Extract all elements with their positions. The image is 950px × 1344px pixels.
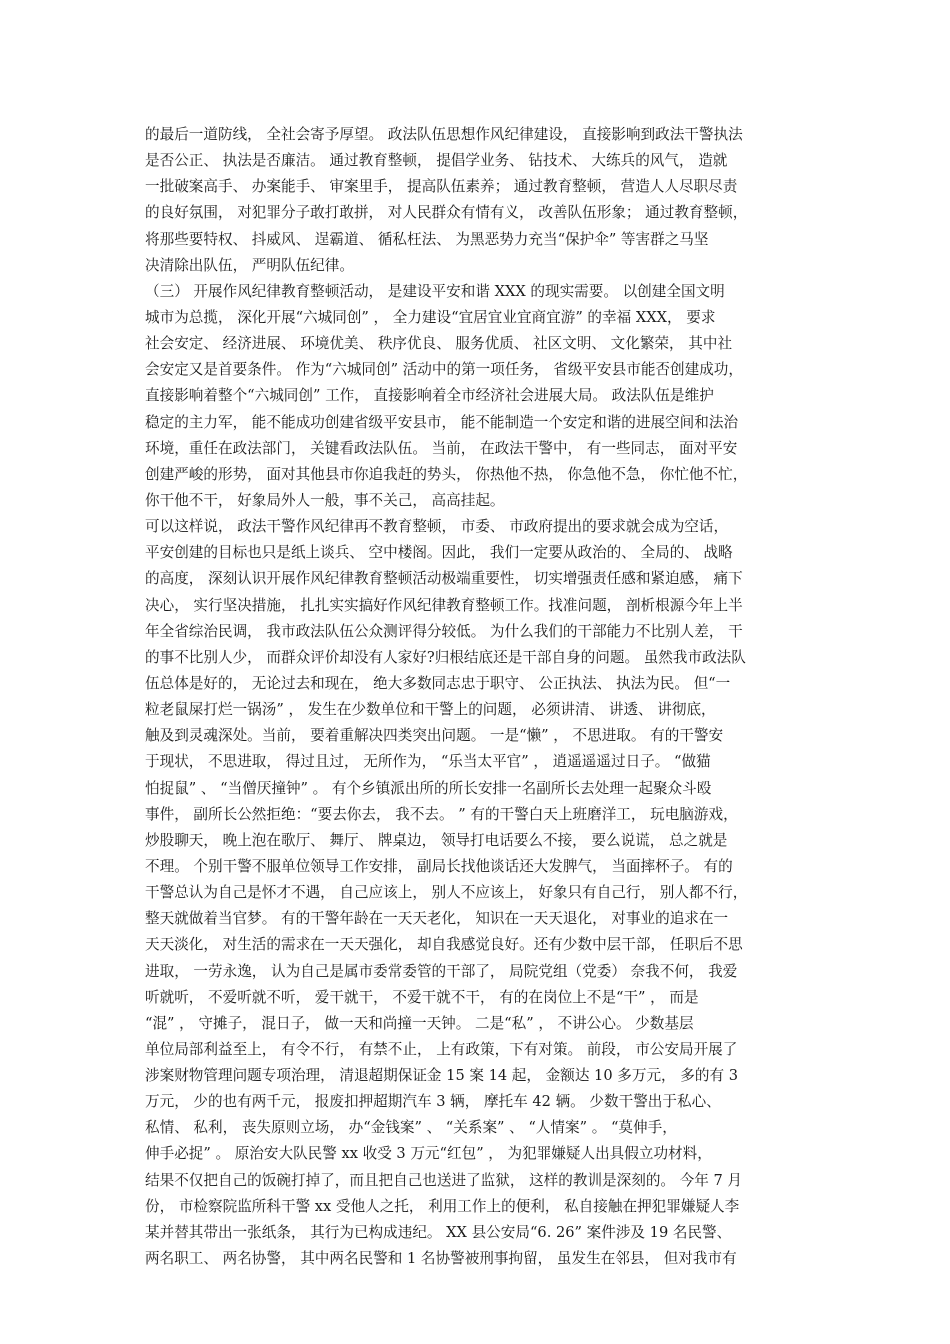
text-line: 干警总认为自己是怀才不遇， 自己应该上， 别人不应该上， 好象只有自己行， 别人都不行，: [145, 884, 748, 902]
text-line: 决清除出队伍， 严明队伍纪律。: [145, 256, 354, 274]
text-line: 天天淡化， 对生活的需求在一天天强化， 却自我感觉良好。还有少数中层干部， 任职后不思: [145, 936, 743, 954]
text-line: 某并替其带出一张纸条， 其行为已构成违纪。 XX 县公安局“6. 26” 案件涉及 19 名民警、: [145, 1223, 732, 1241]
text-line: 稳定的主力军， 能不能成功创建省级平安县市， 能不能制造一个安定和谐的进展空间和法治: [145, 413, 739, 431]
text-line: 你干他不干， 好象局外人一般，事不关己， 高高挂起。: [145, 491, 505, 509]
text-line: 整天就做着当官梦。 有的干警年龄在一天天老化， 知识在一天天退化， 对事业的追求在一: [145, 910, 729, 928]
text-line: 份， 市检察院监所科干警 xx 受他人之托， 利用工作上的便利， 私自接触在押犯罪嫌疑人李: [145, 1197, 740, 1215]
text-line: 触及到灵魂深处。当前， 要着重解决四类突出问题。 一是“懒” ， 不思进取。 有的干警安: [145, 727, 724, 745]
text-line: 粒老鼠屎打烂一锅汤” ， 发生在少数单位和干警上的问题， 必须讲清、 讲透、 讲彻底，: [145, 701, 716, 719]
text-line: 伸手必捉” 。 原治安大队民警 xx 收受 3 万元“红包” ， 为犯罪嫌疑人出具假立功材料，: [145, 1145, 712, 1163]
text-line: 可以这样说， 政法干警作风纪律再不教育整顿， 市委、 市政府提出的要求就会成为空话，: [145, 518, 729, 536]
text-line: 的最后一道防线， 全社会寄予厚望。 政法队伍思想作风纪律建设， 直接影响到政法干警执法: [145, 126, 743, 143]
text-line: 结果不仅把自己的饭碗打掉了，而且把自己也送进了监狱， 这样的教训是深刻的。 今年 7 月: [145, 1171, 743, 1189]
text-line: 炒股聊天， 晚上泡在歌厅、 舞厅、 牌桌边， 领导打电话要么不接， 要么说谎， 总之就是: [145, 831, 728, 849]
text-line: 于现状， 不思进取， 得过且过， 无所作为， “乐当太平官” ， 逍遥遥遥过日子。 “做猫: [145, 753, 711, 771]
text-line: 一批破案高手、 办案能手、 审案里手， 提高队伍素养； 通过教育整顿， 营造人人尽职尽责: [145, 178, 738, 196]
text-line: 年全省综治民调， 我市政法队伍公众测评得分较低。 为什么我们的干部能力不比别人差， 干: [145, 622, 743, 640]
text-line: 的事不比别人少， 而群众评价却没有人家好?归根结底还是干部自身的问题。 虽然我市政法队: [145, 648, 746, 666]
body-text: [145, 122, 815, 1272]
text-line: 不理。 个别干警不服单位领导工作安排， 副局长找他谈话还大发脾气， 当面摔杯子。 有的: [145, 857, 733, 875]
text-line: 创建严峻的形势， 面对其他县市你追我赶的势头， 你热他不热， 你急他不急， 你忙他不忙，: [145, 465, 748, 483]
text-line: 事件， 副所长公然拒绝：“要去你去， 我不去。 ” 有的干警白天上班磨洋工， 玩电脑游戏，: [145, 805, 738, 823]
text-line: 万元， 少的也有两千元， 报废扣押超期汽车 3 辆， 摩托车 42 辆。 少数干警出于私心、: [145, 1093, 721, 1111]
text-line: 伍总体是好的， 无论过去和现在， 绝大多数同志忠于职守、 公正执法、 执法为民。 但“一: [145, 674, 731, 692]
text-line: 决心， 实行坚决措施， 扎扎实实搞好作风纪律教育整顿工作。找准问题， 剖析根源今年上半: [145, 596, 743, 614]
text-line: 怕捉鼠” 、 “当僧厌撞钟” 。 有个乡镇派出所的所长安排一名副所长去处理一起聚众斗殴: [145, 779, 712, 797]
text-line: 环境，重任在政法部门， 关键看政法队伍。 当前， 在政法干警中， 有一些同志， 面对平安: [145, 439, 738, 457]
text-line: 平安创建的目标也只是纸上谈兵、 空中楼阁。因此， 我们一定要从政治的、 全局的、 战略: [145, 544, 733, 562]
text-line: 的高度， 深刻认识开展作风纪律教育整顿活动极端重要性， 切实增强责任感和紧迫感， 痛下: [145, 570, 743, 588]
text-line: 社会安定、 经济进展、 环境优美、 秩序优良、 服务优质、 社区文明、 文化繁荣， 其中社: [145, 335, 733, 353]
text-line: 听就听， 不爱听就不听， 爱干就干， 不爱干就不干， 有的在岗位上不是“干” ， 而是: [145, 988, 699, 1006]
text-line: 是否公正、 执法是否廉洁。 通过教育整顿， 提倡学业务、 钻技术、 大练兵的风气， 造就: [145, 152, 728, 170]
text-line: 进取， 一劳永逸， 认为自己是属市委常委管的干部了， 局院党组（党委） 奈我不何， 我爱: [145, 962, 738, 980]
text-line: 会安定又是首要条件。 作为“六城同创” 活动中的第一项任务， 省级平安县市能否创建成功，: [145, 361, 743, 379]
text-line: 城市为总揽， 深化开展“六城同创” ， 全力建设“宜居宜业宜商宜游” 的幸福 XXX， 要求: [145, 308, 716, 326]
text-line: 单位局部利益至上， 有令不行， 有禁不止， 上有政策，下有对策。 前段， 市公安局开展了: [145, 1040, 738, 1058]
text-line: 将那些要特权、 抖威风、 逞霸道、 循私枉法、 为黑恶势力充当“保护伞” 等害群之马坚: [145, 230, 709, 248]
text-line: 直接影响着整个“六城同创” 工作， 直接影响着全市经济社会进展大局。 政法队伍是维护: [145, 387, 714, 405]
text-line: “混” ， 守摊子， 混日子， 做一天和尚撞一天钟。 二是“私” ， 不讲公心。 少数基层: [145, 1014, 694, 1032]
text-line: （三） 开展作风纪律教育整顿活动， 是建设平安和谐 XXX 的现实需要。 以创建全国文明: [145, 282, 725, 300]
text-line: 两名职工、 两名协警， 其中两名民警和 1 名协警被刑事拘留， 虽发生在邻县， 但对我市有: [145, 1250, 737, 1268]
text-line: 私情、 私利， 丧失原则立场， 办“金钱案” 、 “关系案” 、 “人情案” 。 “莫伸手，: [145, 1119, 677, 1137]
text-line: 涉案财物管理问题专项治理， 清退超期保证金 15 案 14 起， 金额达 10 多万元， 多的有 3: [145, 1067, 738, 1085]
text-line: 的良好氛围， 对犯罪分子敢打敢拼， 对人民群众有情有义， 改善队伍形象； 通过教育整顿，: [145, 204, 748, 222]
